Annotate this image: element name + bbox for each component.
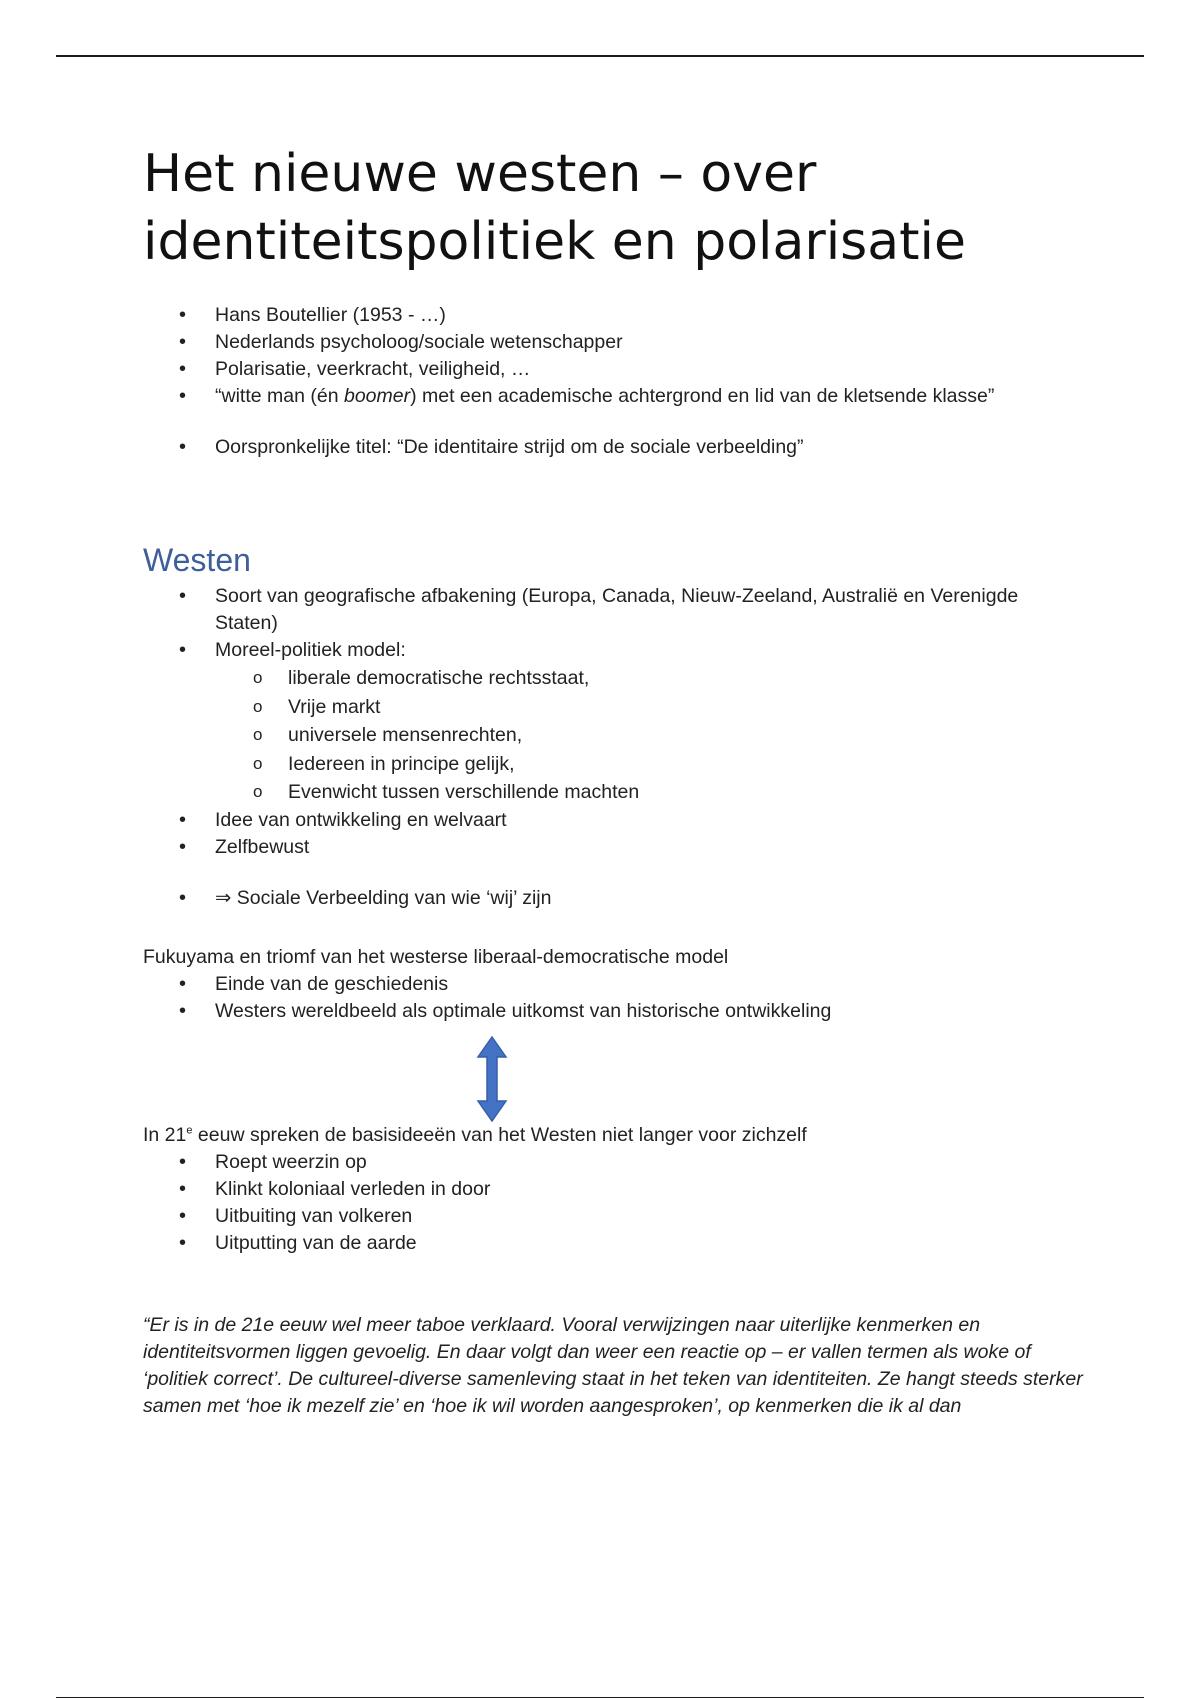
list-item: • Idee van ontwikkeling en welvaart [143,807,1073,834]
list-item: • Roept weerzin op [143,1149,1073,1176]
document-title: Het nieuwe westen – over identiteitspolitiek en polarisatie [143,144,966,272]
list-item: • Nederlands psycholoog/sociale wetenschapper [143,329,1073,356]
sublist-item: o Evenwicht tussen verschillende machten [143,778,1073,807]
westen-list [143,583,1073,664]
list-item-author-quote [143,383,1073,410]
eeuw-list [143,1149,1073,1257]
model-sublist [143,664,1073,807]
fukuyama-list [143,971,1073,1025]
fukuyama-section [143,944,1073,1025]
block-quote: “Er is in de 21e eeuw wel meer taboe verklaard. Vooral verwijzingen naar uiterlijke kenmerken en identiteitsvormen liggen gevoelig. En daar volgt dan weer een reactie op – er vallen termen als woke of ‘politiek correct’. De cultureel-diverse samenleving staat in het teken van identiteiten. Ze hangt steeds sterker samen met ‘hoe ik mezelf zie’ en ‘hoe ik wil worden aangesproken’, op kenmerken die ik al dan [143,1314,1083,1417]
eeuw-section [143,1122,1073,1257]
eeuw-heading-pre: In 21 [143,1124,187,1146]
intro-section [143,302,1073,461]
quote-part: ) met een academische achtergrond en lid van de kletsende klasse” [410,385,995,407]
list-item: • Soort van geografische afbakening (Europa, Canada, Nieuw-Zeeland, Australië en Verenigde Staten) [143,583,1073,637]
eeuw-heading-post: eeuw spreken de basisideeën van het Westen niet langer voor zichzelf [192,1124,807,1146]
eeuw-heading-sup: e [186,1124,193,1137]
sublist-item: o liberale democratische rechtsstaat, [143,664,1073,693]
footer-rule [56,1697,1144,1698]
list-item: • Einde van de geschiedenis [143,971,1073,998]
list-item: • Uitbuiting van volkeren [143,1203,1073,1230]
list-item: • Hans Boutellier (1953 - …) [143,302,1073,329]
double-arrow-icon [472,1036,512,1122]
sublist-item: o Iedereen in principe gelijk, [143,750,1073,779]
sublist-item: o universele mensenrechten, [143,721,1073,750]
section-heading-westen: Westen [143,542,251,578]
list-item: • Polarisatie, veerkracht, veiligheid, … [143,356,1073,383]
intro-list [143,302,1073,461]
header-rule [56,55,1144,57]
sublist-item: o Vrije markt [143,693,1073,722]
list-item: • Uitputting van de aarde [143,1230,1073,1257]
list-item: • Zelfbewust [143,834,1073,861]
list-item: • Westers wereldbeeld als optimale uitkomst van historische ontwikkeling [143,998,1073,1025]
eeuw-heading [143,1122,1073,1149]
westen-section [143,583,1073,912]
list-item: • Moreel-politiek model: [143,637,1073,664]
list-item-verbeelding: • ⇒ Sociale Verbeelding van wie ‘wij’ zijn [143,885,1073,912]
quote-part: “witte man (én [215,385,344,407]
list-item: • Klinkt koloniaal verleden in door [143,1176,1073,1203]
fukuyama-heading: Fukuyama en triomf van het westerse liberaal-democratische model [143,946,729,968]
list-item-original-title: • Oorspronkelijke titel: “De identitaire strijd om de sociale verbeelding” [143,434,1073,461]
westen-list-2 [143,807,1073,912]
quote-emphasis: boomer [343,385,411,407]
double-arrow-shape [478,1037,506,1121]
